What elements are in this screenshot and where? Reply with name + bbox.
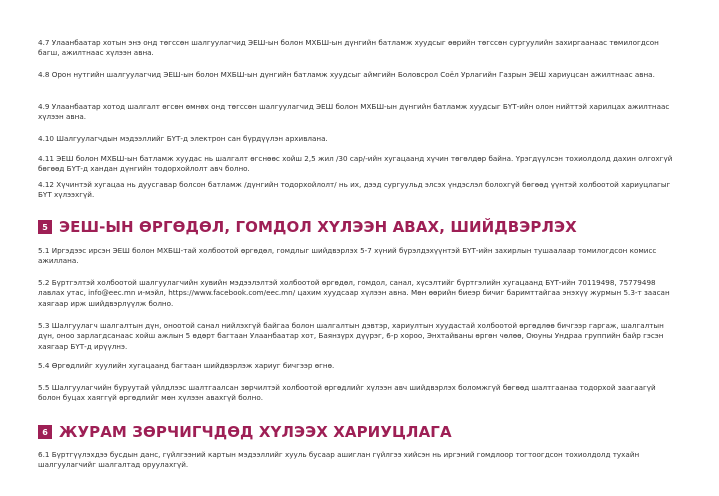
paragraph-4-10: 4.10 Шалгуулагчдын мэдээллийг БҮТ-д электрон сан бүрдүүлэн архивлана. [38, 134, 328, 143]
paragraph-5-1: 5.1 Иргэдээс ирсэн ЭЕШ болон МХБШ-тай холбоотой өргөдөл, гомдлыг шийдвэрлэх 5-7 хүний бүрэлдэхүүнтэй БҮТ-ийн захирлын тушаалаар томилогдсон комисс ажиллана. [38, 246, 657, 266]
paragraph-4-12: 4.12 Хүчинтэй хугацаа нь дуусгавар болсон батламж /дүнгийн тодорхойлолт/ нь их, дээд сургуульд элсэх үндэслэл болохгүй бөгөөд үүнтэй холбоотой хариуцлагыг БҮТ хүлээхгүй. [38, 180, 671, 200]
paragraph-5-2: 5.2 Бүртгэлтэй холбоотой шалгуулагчийн хувийн мэдээлэлтэй холбоотой өргөдөл, гомдол, санал, хүсэлтийг бүртгэлийн хугацаанд БҮТ-ийн 70119498, 75779498 лавлах утас, info@eec.mn и-мэйл, https://www.facebook.com/eec.mn/ цахим хуудсаар хүлээн авна. Мөн өөрийн биеэр бичиг баримттайгаа энэхүү журмын 5.3-т заасан хаягаар ирж шийдвэрлүүлж болно. [38, 278, 670, 308]
section-5-number-badge: 5 [38, 220, 52, 234]
section-6-number-badge: 6 [38, 425, 52, 439]
section-6-header [38, 423, 452, 441]
section-6-title: ЖУРАМ ЗӨРЧИГЧДӨД ХҮЛЭЭХ ХАРИУЦЛАГА [59, 423, 452, 441]
paragraph-6-1: 6.1 Бүртгүүлэхдээ бусдын данс, гүйлгээний картын мэдээллийг хууль бусаар ашиглан гүйлгээ хийсэн нь иргэний гомдлоор тогтоогдсон тохиолдолд тухайн шалгуулагчийг шалгалтад оруулахгүй. [38, 450, 640, 470]
paragraph-4-11: 4.11 ЭЕШ болон МХБШ-ын батламж хуудас нь шалгалт өгснөөс хойш 2,5 жил /30 сар/-ийн хугацаанд хүчин төгөлдөр байна. Үрэгдүүлсэн тохиолдолд дахин олгохгүй бөгөөд БҮТ-д хандан дүнгийн тодорхойлолт авч болно. [38, 154, 673, 174]
paragraph-5-3: 5.3 Шалгуулагч шалгалтын дүн, оноотой санал нийлэхгүй байгаа болон шалгалтын дэвтэр, хариултын хуудастай холбоотой өргөдлөө бичгээр гаргаж, шалгалтын дүн, оноо зарлагдсанаас хойш ажлын 5 өдөрт багтаан Улаанбаатар хот, Баянзүрх дүүрэг, 6-р хороо, Энхтайваны өргөн чөлөө, Оюуны Ундраа группийн байр гэсэн хаягаар БҮТ-д ирүүлнэ. [38, 321, 664, 351]
paragraph-4-8: 4.8 Орон нутгийн шалгуулагчид ЭЕШ-ын болон МХБШ-ын дүнгийн батламж хуудсыг аймгийн Боловсрол Соёл Урлагийн Газрын ЭЕШ хариуцсан ажилтнаас авна. [38, 70, 655, 79]
paragraph-5-5: 5.5 Шалгуулагчийн буруутай үйлдлээс шалтгаалсан зөрчилтэй холбоотой өргөдлийг хүлээн авч шийдвэрлэх боломжгүй бөгөөд шалтгаанаа тодорхой заагаагүй болон буцах хаяггүй өргөдлийг мөн хүлээн авахгүй болно. [38, 383, 656, 403]
paragraph-4-9: 4.9 Улаанбаатар хотод шалгалт өгсөн өмнөх онд төгссөн шалгуулагчид ЭЕШ болон МХБШ-ын дүнгийн батламж хуудсыг БҮТ-ийн олон нийттэй харилцах ажилтнаас хүлээн авна. [38, 102, 670, 122]
paragraph-4-7: 4.7 Улаанбаатар хотын энэ онд төгссөн шалгуулагчид ЭЕШ-ын болон МХБШ-ын дүнгийн батламж хуудсыг өөрийн төгссөн сургуулийн захиргаанаас төмилогдсон багш, ажилтнаас хүлээн авна. [38, 38, 659, 58]
section-5-header [38, 218, 577, 236]
section-5-title: ЭЕШ-ЫН ӨРГӨДӨЛ, ГОМДОЛ ХҮЛЭЭН АВАХ, ШИЙДВЭРЛЭХ [59, 218, 577, 236]
paragraph-5-4: 5.4 Өргөдлийг хуулийн хугацаанд багтаан шийдвэрлэж хариуг бичгээр өгнө. [38, 361, 335, 370]
